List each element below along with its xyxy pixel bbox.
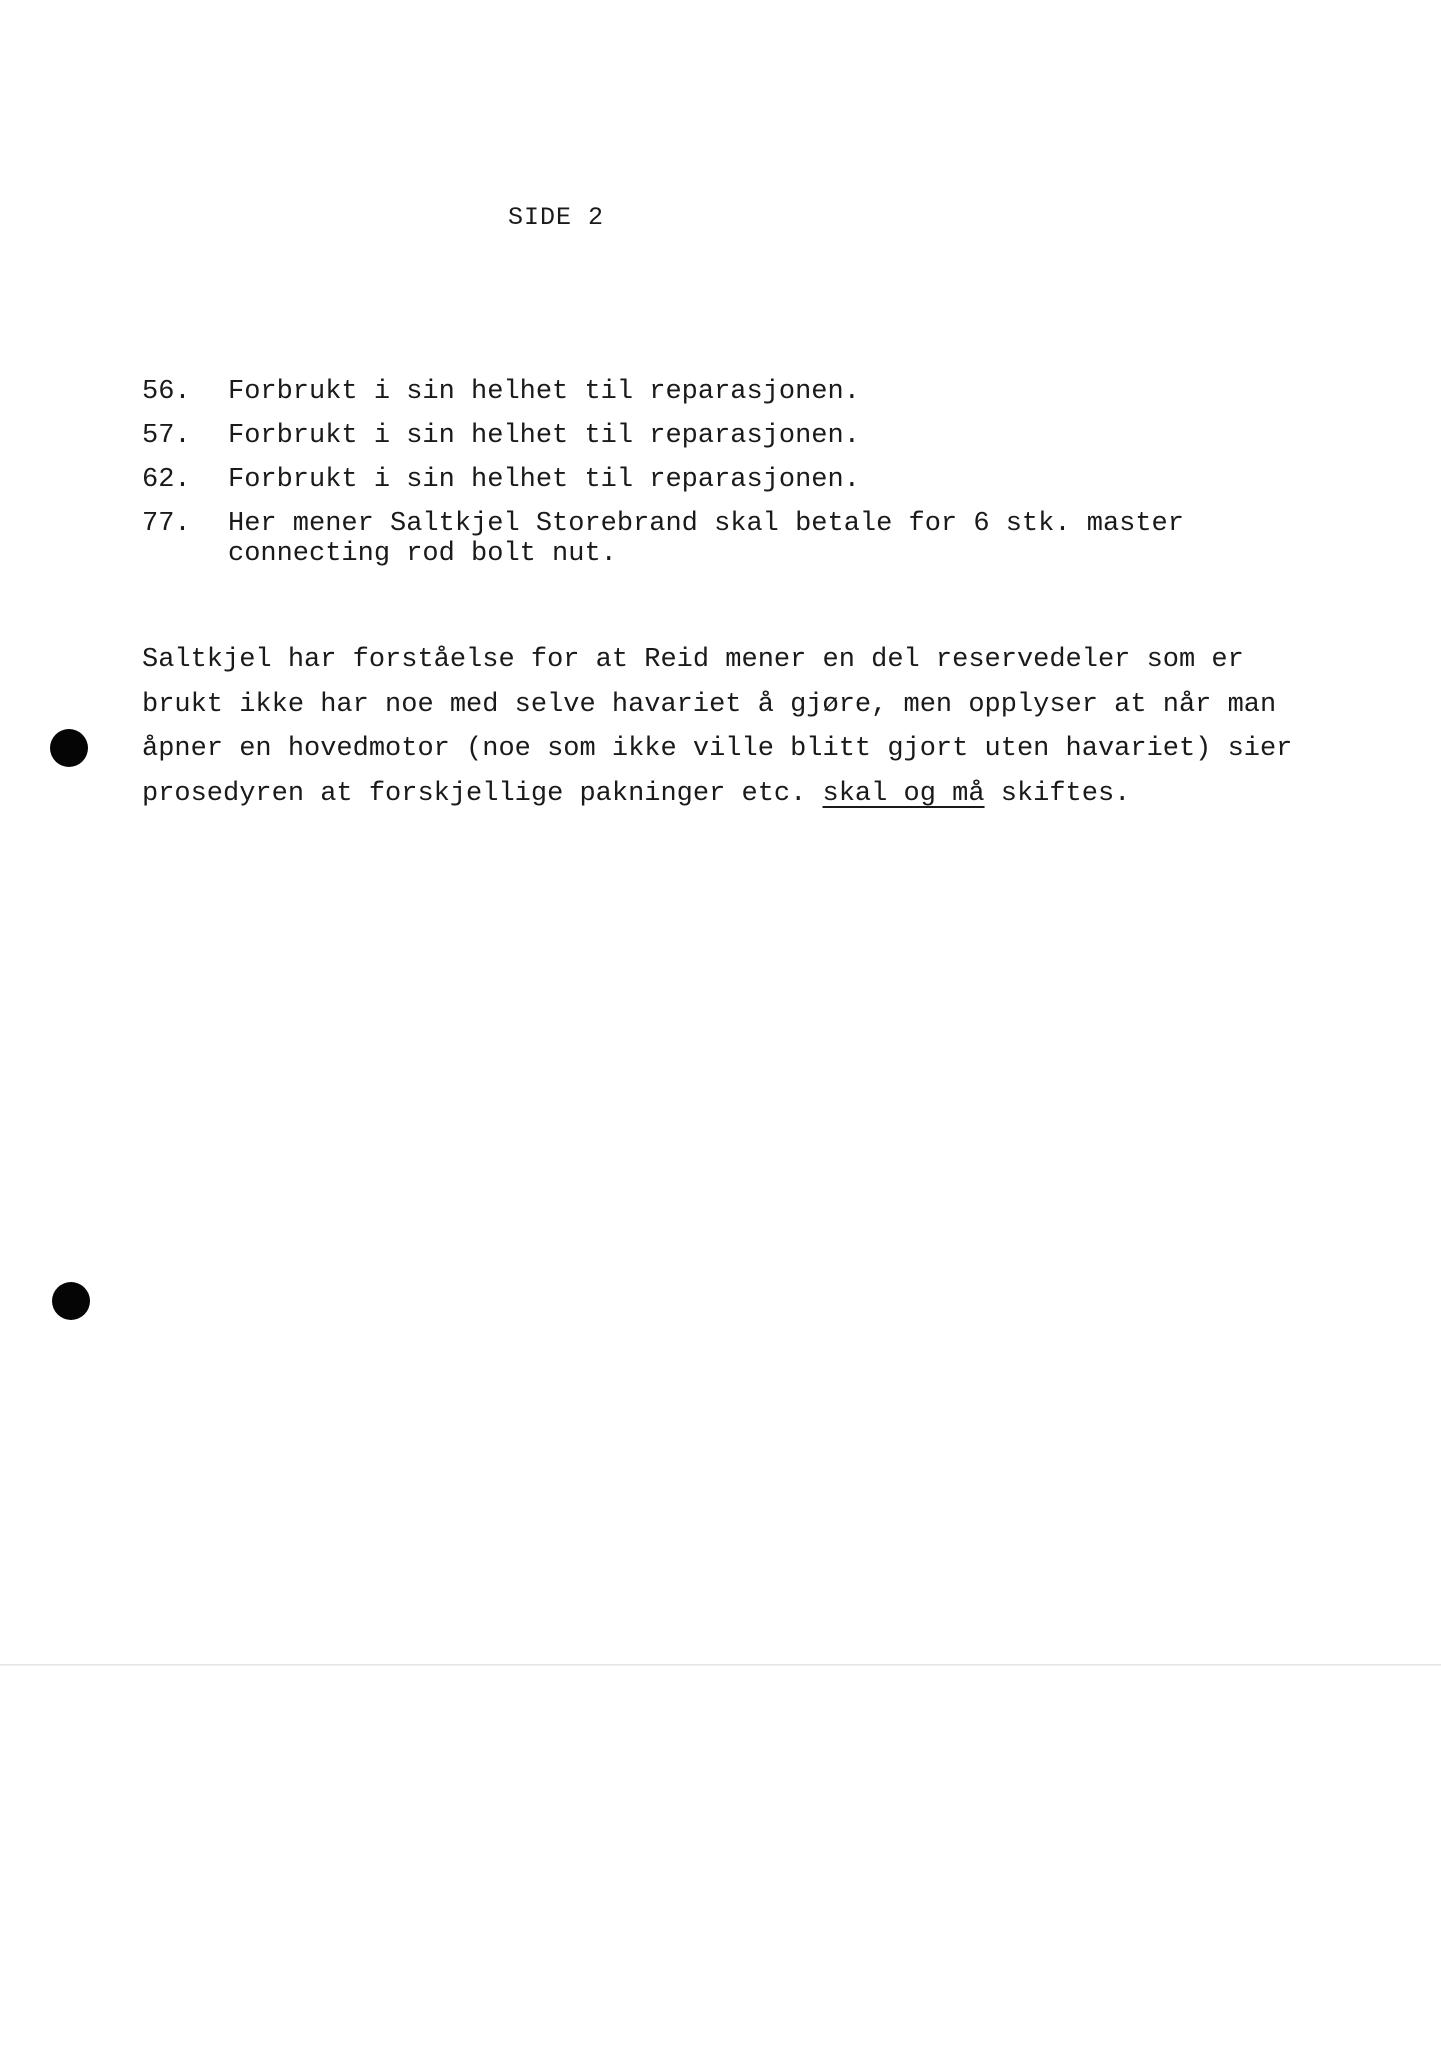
paragraph-text-end: skiftes. <box>984 778 1131 809</box>
item-number: 56. <box>142 377 191 407</box>
body-paragraph <box>142 638 1322 816</box>
underlined-emphasis: skal og må <box>822 778 985 809</box>
item-text: Forbrukt i sin helhet til reparasjonen. <box>228 377 860 407</box>
item-number: 57. <box>142 421 191 451</box>
item-text: Forbrukt i sin helhet til reparasjonen. <box>228 421 860 451</box>
numbered-item-list <box>142 377 1342 583</box>
item-number: 62. <box>142 465 191 495</box>
list-item <box>142 509 1342 569</box>
punch-hole-top <box>50 729 88 767</box>
page-number-header: SIDE 2 <box>508 203 605 232</box>
page-fold-line <box>0 1664 1441 1666</box>
list-item <box>142 421 1342 451</box>
list-item <box>142 465 1342 495</box>
item-text: Her mener Saltkjel Storebrand skal betale for 6 stk. master connecting rod bolt nut. <box>228 509 1184 569</box>
item-number: 77. <box>142 509 191 539</box>
paragraph-text: Saltkjel har forståelse for at Reid mener en del reservedeler som er brukt ikke har noe med selve havariet å gjøre, men opplyser at når man åpner en hovedmotor (noe som ikke ville blitt gjort uten havariet) sier prosedyren at forskjellige pakninger etc. <box>142 645 1293 809</box>
item-text: Forbrukt i sin helhet til reparasjonen. <box>228 465 860 495</box>
punch-hole-bottom <box>52 1282 90 1320</box>
list-item <box>142 377 1342 407</box>
